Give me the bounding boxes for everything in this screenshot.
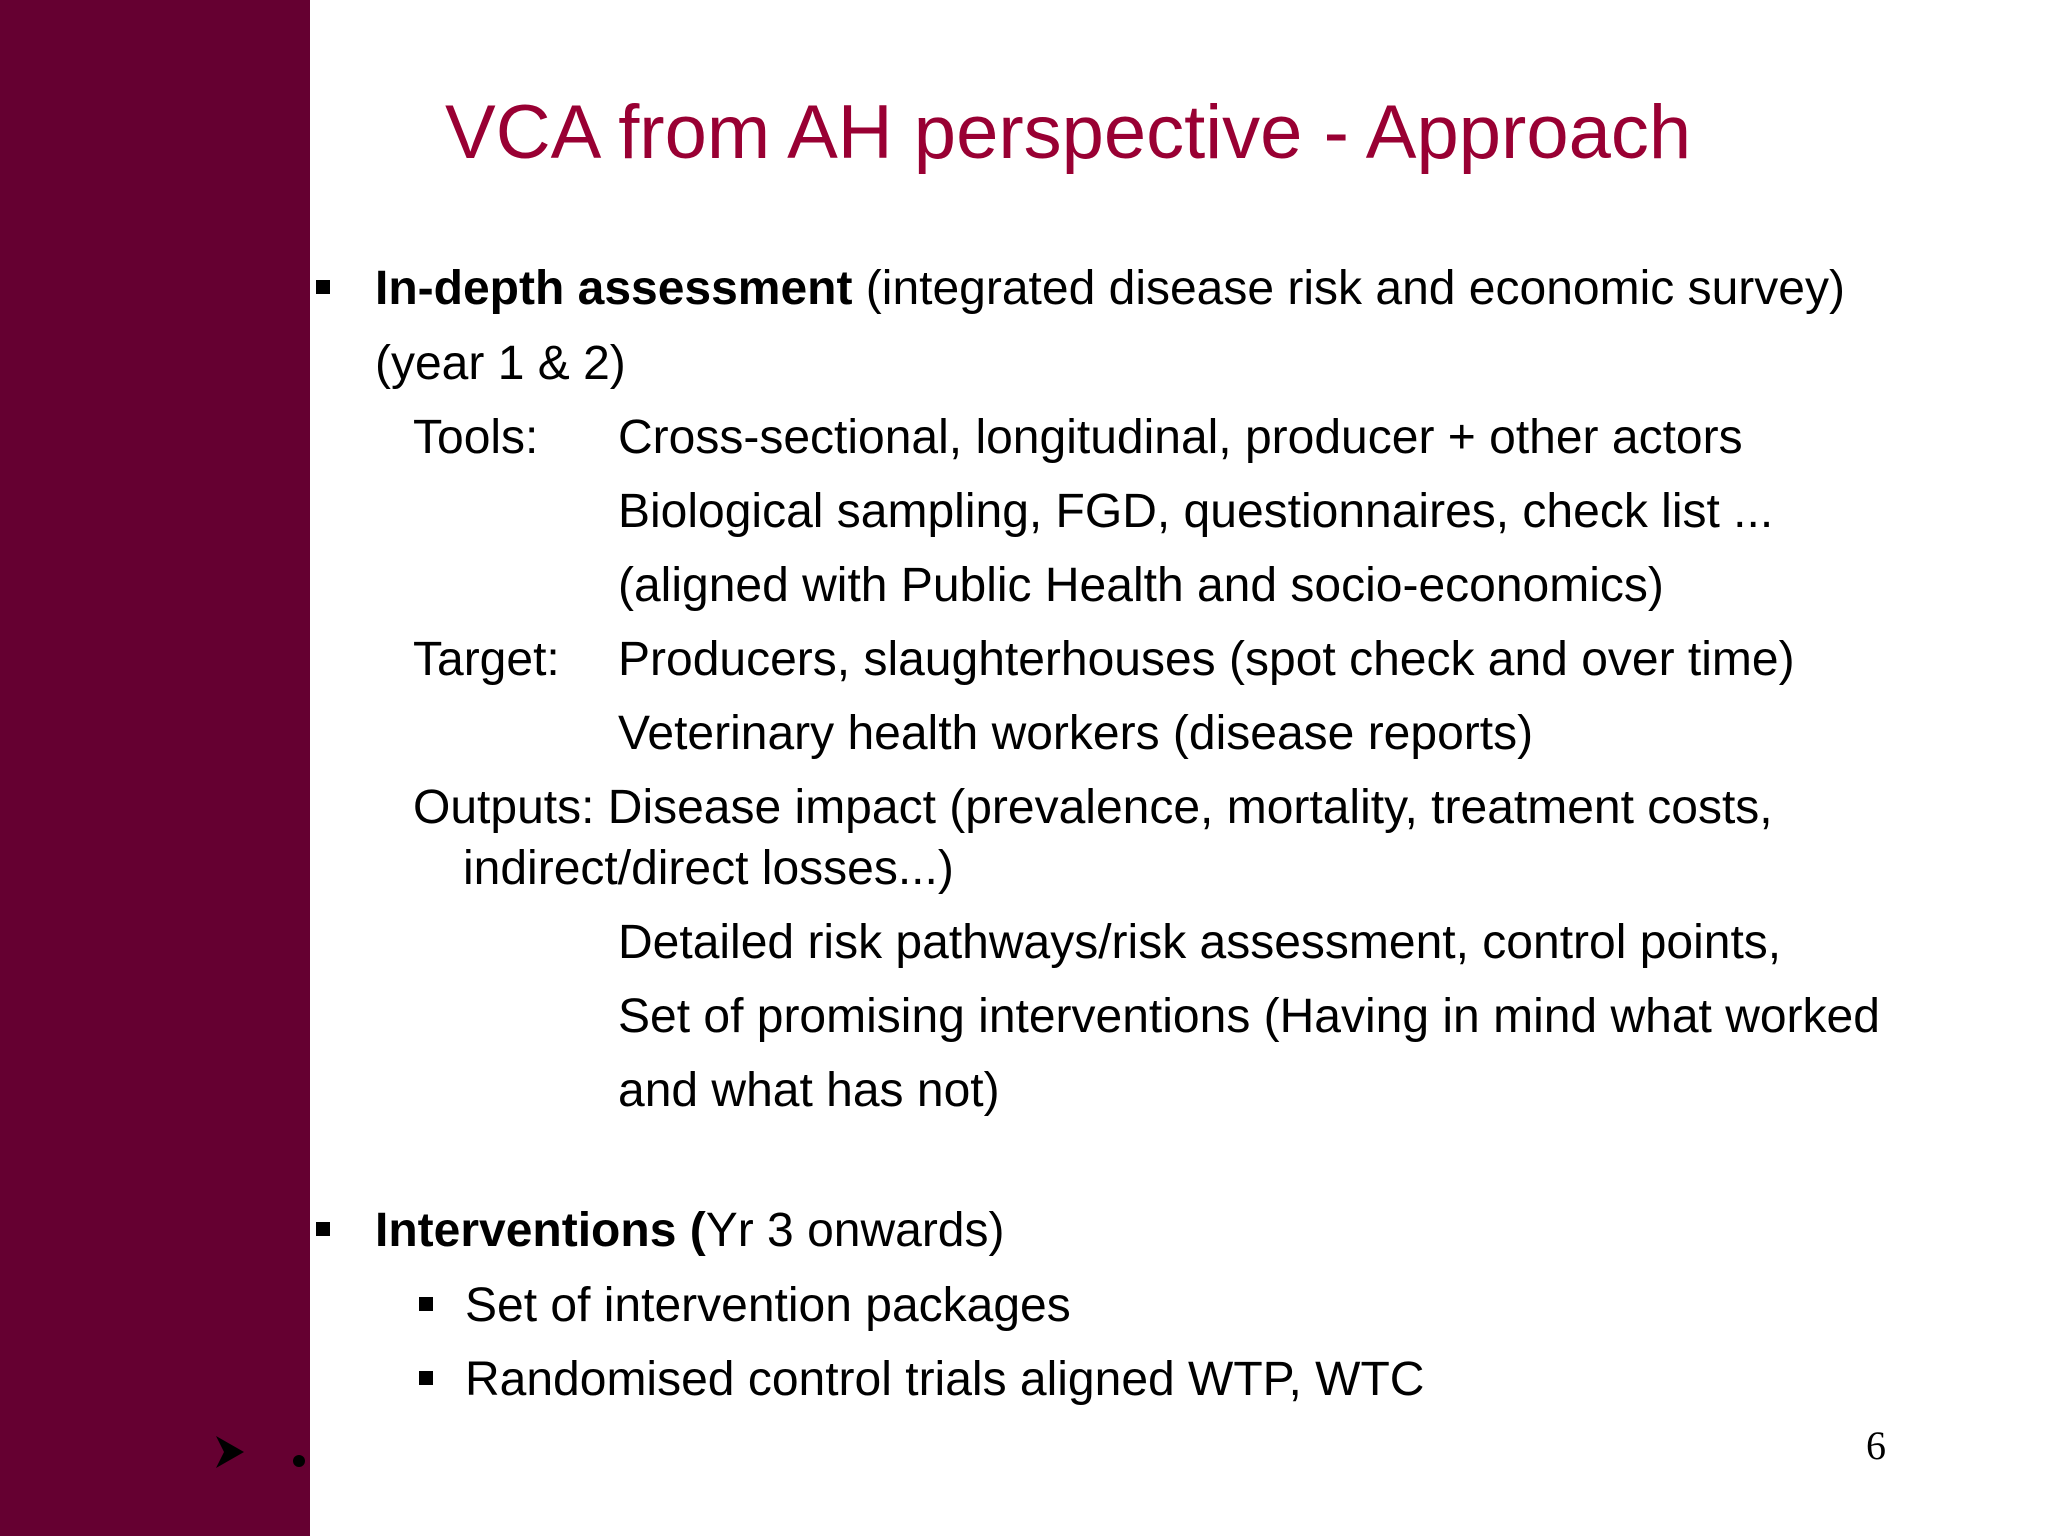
section2-heading (375, 1202, 1004, 1260)
section2-heading-bold: Interventions ( (375, 1204, 706, 1257)
section1-heading-rest: (integrated disease risk and economic survey) (852, 262, 1845, 315)
outputs-first-line (413, 779, 1773, 837)
outputs-line: Set of promising interventions (Having in mind what worked (618, 990, 1880, 1043)
bullet-square (419, 1371, 433, 1385)
bullet-square (316, 280, 330, 294)
section2-sub-item: Randomised control trials aligned WTP, WTC (465, 1353, 1425, 1406)
section1-heading-cont: (year 1 & 2) (375, 337, 626, 390)
section2-heading-rest: Yr 3 onwards) (705, 1204, 1005, 1257)
outputs-first-text: Disease impact (prevalence, mortality, treatment costs, (594, 781, 1773, 834)
tools-line: (aligned with Public Health and socio-economics) (618, 559, 1664, 612)
slide-title: VCA from AH perspective - Approach (445, 90, 1692, 175)
arrow-bullet-icon (214, 1432, 246, 1472)
tools-line: Biological sampling, FGD, questionnaires, check list ... (618, 485, 1774, 538)
target-line: Producers, slaughterhouses (spot check and over time) (618, 633, 1795, 686)
outputs-line: Detailed risk pathways/risk assessment, control points, (618, 916, 1782, 969)
bullet-square (316, 1222, 330, 1236)
sidebar-band (0, 0, 310, 1536)
target-label: Target: (413, 633, 560, 686)
tools-label: Tools: (413, 411, 539, 464)
section2-sub-item: Set of intervention packages (465, 1279, 1071, 1332)
tools-line: Cross-sectional, longitudinal, producer + other actors (618, 411, 1743, 464)
page-number: 6 (1866, 1423, 1886, 1468)
bullet-square (419, 1297, 433, 1311)
dot-bullet-icon (293, 1455, 305, 1467)
outputs-wrap-line: indirect/direct losses...) (463, 842, 954, 895)
section1-heading-bold: In-depth assessment (375, 262, 853, 315)
outputs-line: and what has not) (618, 1064, 1000, 1117)
section1-heading (375, 260, 1845, 318)
outputs-label: Outputs: (413, 781, 595, 834)
target-line: Veterinary health workers (disease reports) (618, 707, 1534, 760)
